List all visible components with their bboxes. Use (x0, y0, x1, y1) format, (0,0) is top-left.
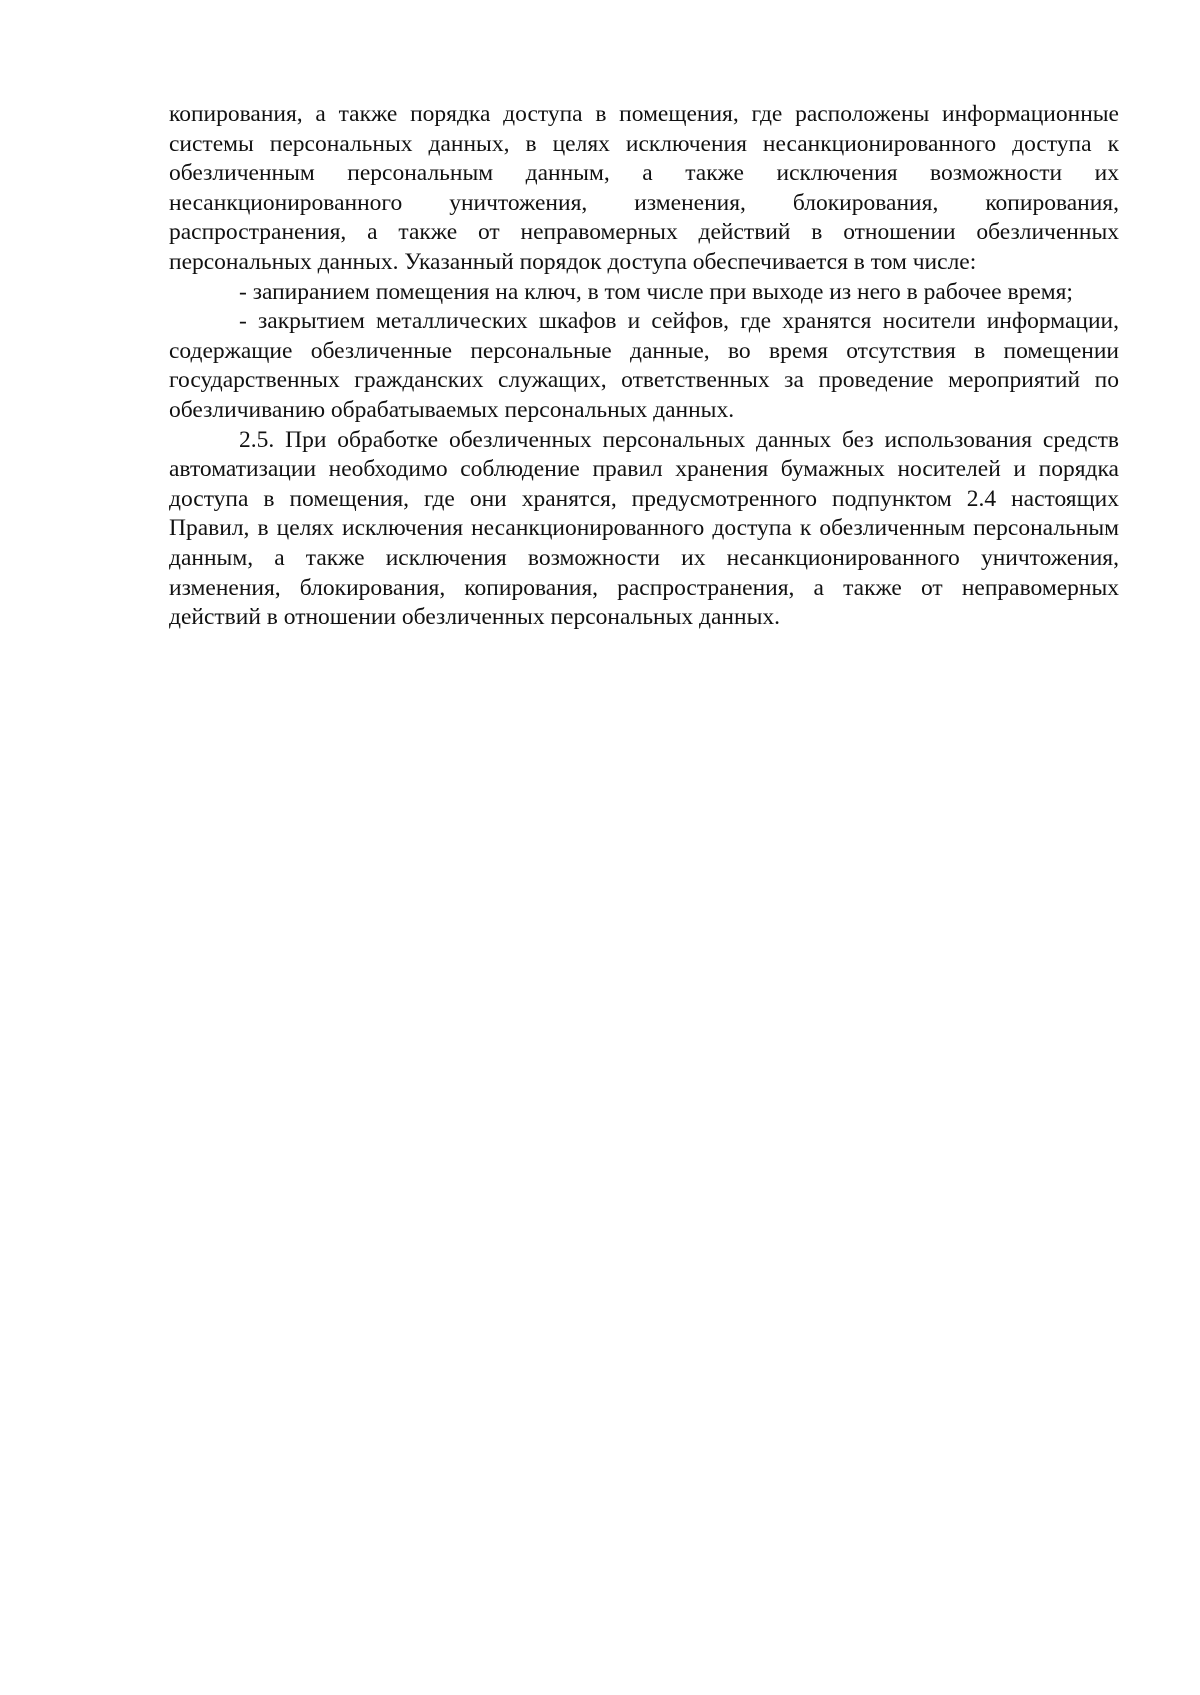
list-item-closing-cabinets: - закрытием металлических шкафов и сейфов, где хранятся носители информации, содержащие обезличенные персональные данные, во время отсутствия в помещении государственных гражданских служащих, ответственных за проведение мероприятий по обезличиванию обрабатываемых персональных данных. (169, 308, 1119, 423)
paragraph-clause-2-5: 2.5. При обработке обезличенных персональных данных без использования средств автоматизации необходимо соблюдение правил хранения бумажных носителей и порядка доступа в помещения, где они хранятся, предусмотренного подпунктом 2.4 настоящих Правил, в целях исключения несанкционированного доступа к обезличенным персональным данным, а также исключения возможности их несанкционированного уничтожения, изменения, блокирования, копирования, распространения, а также от неправомерных действий в отношении обезличенных персональных данных. (169, 426, 1119, 631)
document-body (169, 100, 1119, 633)
list-item-locking-room: - запиранием помещения на ключ, в том числе при выходе из него в рабочее время; (239, 278, 1073, 305)
paragraph-intro: копирования, а также порядка доступа в помещения, где расположены информационные системы персональных данных, в целях исключения несанкционированного доступа к обезличенным персональным данным, а также исключения возможности их несанкционированного уничтожения, изменения, блокирования, копирования, распространения, а также от неправомерных действий в отношении обезличенных персональных данных. Указанный порядок доступа обеспечивается в том числе: (169, 101, 1119, 275)
